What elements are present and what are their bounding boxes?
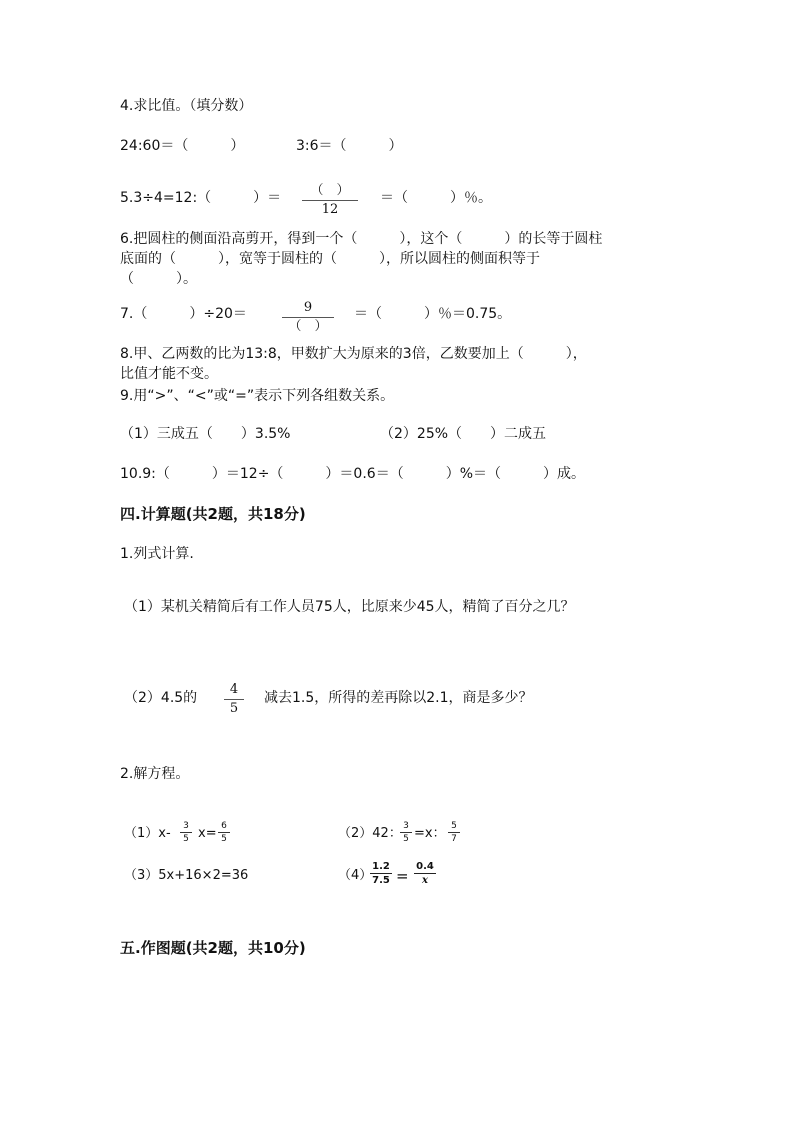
q5-fraction-numerator: （ ） xyxy=(310,183,350,198)
calc-q1-part-2-post: 减去1.5，所得的差再除以2.1，商是多少？ xyxy=(264,690,533,706)
q9-item-b: （2）25%（ ）二成五 xyxy=(380,426,547,442)
section-5-heading: 五.作图题(共2题，共10分) xyxy=(120,939,306,957)
q5-fraction-denominator: 12 xyxy=(321,202,339,217)
equation-4-fraction-a-bar xyxy=(370,873,392,874)
equation-2-mid: =x： xyxy=(414,826,446,841)
equation-2-fraction-a-denominator: 5 xyxy=(403,834,409,844)
q5-text-pre: 5.3÷4=12:（ ）＝ xyxy=(120,190,282,206)
equation-1-fraction-b-denominator: 5 xyxy=(221,834,227,844)
calc-q2-title: 2.解方程。 xyxy=(120,766,190,782)
equation-2-fraction-a-bar xyxy=(400,832,412,833)
equation-1-mid: x= xyxy=(198,826,217,841)
equation-4-fraction-b xyxy=(414,861,436,886)
equation-4-fraction-b-bar xyxy=(414,873,436,874)
calc-q1-part-2-denominator: 5 xyxy=(229,701,239,716)
equation-2-fraction-b-numerator: 5 xyxy=(451,821,457,831)
equation-1-fraction-b-bar xyxy=(218,832,230,833)
equation-1-fraction-b-numerator: 6 xyxy=(221,821,227,831)
q5-fraction xyxy=(302,183,358,218)
q6-line-1: 6.把圆柱的侧面沿高剪开，得到一个（ ），这个（ ）的长等于圆柱 xyxy=(120,231,603,247)
equation-1-fraction-a-bar xyxy=(180,832,192,833)
q9-title: 9.用“>”、“<”或“=”表示下列各组数关系。 xyxy=(120,388,395,404)
equation-1-fraction-a xyxy=(180,821,192,844)
q4-title: 4.求比值。（填分数） xyxy=(120,98,253,114)
equation-4-fraction-a-numerator: 1.2 xyxy=(372,861,390,872)
q10-text: 10.9:（ ）＝12÷（ ）＝0.6＝（ ）%＝（ ）成。 xyxy=(120,466,585,482)
calc-q1-part-1: （1）某机关精简后有工作人员75人，比原来少45人，精简了百分之几？ xyxy=(124,599,575,615)
equation-4-fraction-b-denominator: x xyxy=(422,875,428,886)
q4-item-a: 24:60＝（ ） xyxy=(120,138,245,154)
q8-line-1: 8.甲、乙两数的比为13:8，甲数扩大为原来的3倍，乙数要加上（ ）， xyxy=(120,346,587,362)
equation-4-pre: （4） xyxy=(338,868,373,883)
equation-2-fraction-b-denominator: 7 xyxy=(451,834,457,844)
equation-1-fraction-a-numerator: 3 xyxy=(183,821,189,831)
calc-q1-part-2-pre: （2）4.5的 xyxy=(124,690,198,706)
equation-2-fraction-a xyxy=(400,821,412,844)
section-4-heading: 四.计算题(共2题，共18分) xyxy=(120,505,306,523)
equation-2-fraction-b xyxy=(448,821,460,844)
equation-1-fraction-a-denominator: 5 xyxy=(183,834,189,844)
calc-q1-part-2-fraction xyxy=(224,682,244,717)
equation-1-fraction-b xyxy=(218,821,230,844)
q5-text-post: ＝（ ）％。 xyxy=(380,190,492,206)
calc-q1-part-2-numerator: 4 xyxy=(229,682,239,697)
equation-2-fraction-b-bar xyxy=(448,832,460,833)
equation-4-equals: = xyxy=(396,867,409,885)
equation-4-fraction-b-numerator: 0.4 xyxy=(416,861,434,872)
equation-2-fraction-a-numerator: 3 xyxy=(403,821,409,831)
q6-line-2: 底面的（ ），宽等于圆柱的（ ），所以圆柱的侧面积等于 xyxy=(120,251,540,267)
equation-2-pre: （2）42： xyxy=(338,826,402,841)
q7-fraction-denominator: （ ） xyxy=(288,319,328,334)
q5-fraction-bar xyxy=(302,200,358,201)
q7-fraction-bar xyxy=(282,317,334,318)
q4-item-b: 3:6＝（ ） xyxy=(296,138,403,154)
equation-4-fraction-a-denominator: 7.5 xyxy=(372,875,390,886)
calc-q1-title: 1.列式计算. xyxy=(120,546,194,562)
calc-q1-part-2-fraction-bar xyxy=(224,699,244,700)
q6-line-3: （ ）。 xyxy=(120,271,197,287)
equation-1-pre: （1）x- xyxy=(124,826,171,841)
q7-fraction xyxy=(282,300,334,335)
equation-4-fraction-a xyxy=(370,861,392,886)
q7-text-pre: 7.（ ）÷20＝ xyxy=(120,306,247,322)
q7-fraction-numerator: 9 xyxy=(303,300,313,315)
q7-text-post: ＝（ ）％＝0.75。 xyxy=(354,306,512,322)
equation-3: （3）5x+16×2=36 xyxy=(124,868,249,883)
q8-line-2: 比值才能不变。 xyxy=(120,366,218,382)
q9-item-a: （1）三成五（ ）3.5% xyxy=(120,426,291,442)
